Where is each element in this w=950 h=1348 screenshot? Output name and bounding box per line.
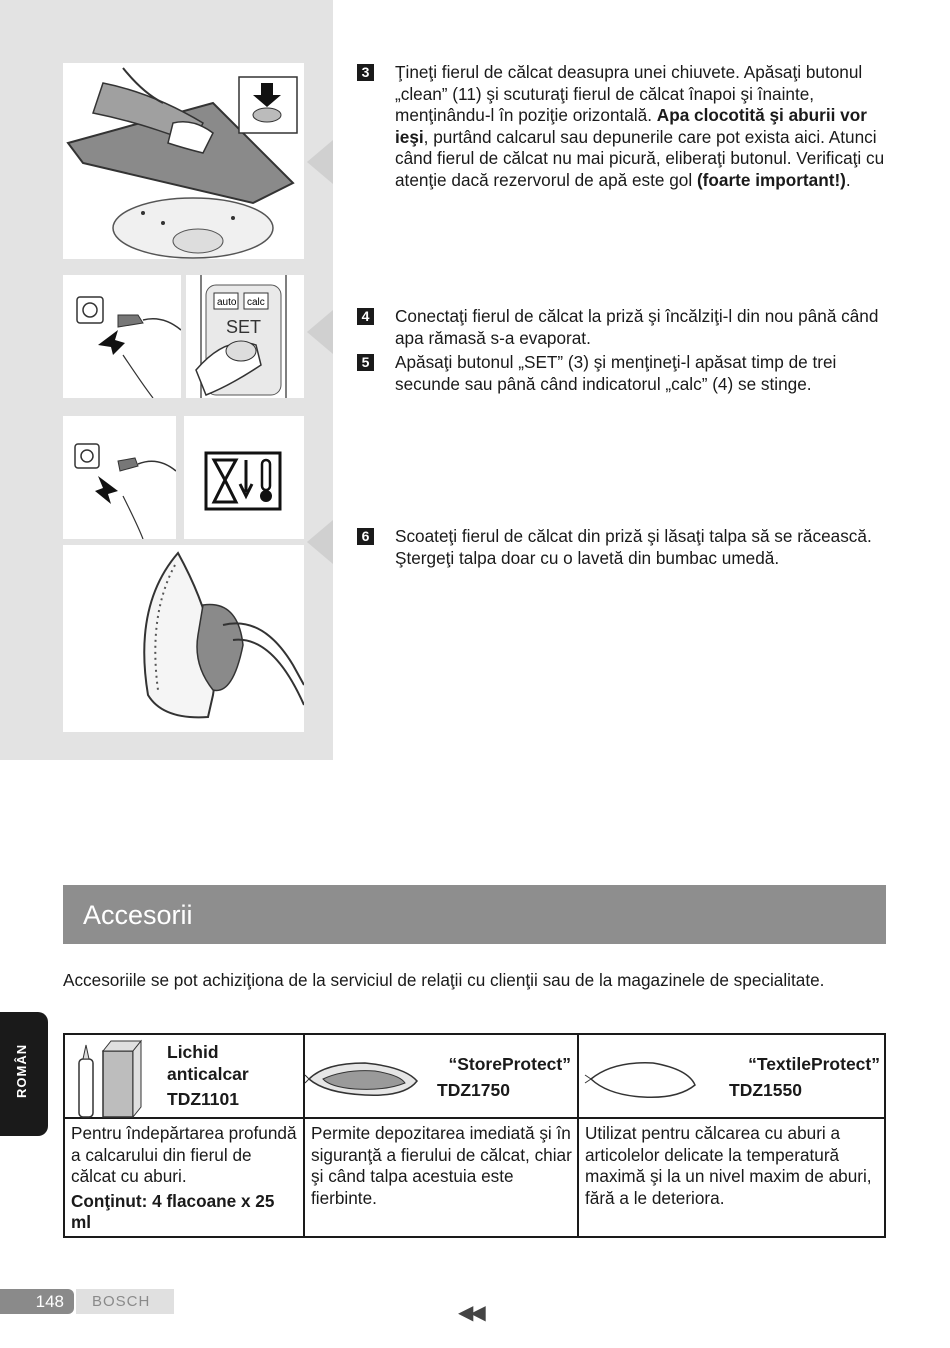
step-text-bold: (foarte important!) bbox=[696, 169, 846, 190]
accessory-desc-textileprotect: Utilizat pentru călcarea cu aburi a articolelor delicate la temperatură maximă şi la un nivel maxim de aburi, fără a le deteriora. bbox=[585, 1123, 872, 1208]
brand-label: BOSCH bbox=[76, 1289, 174, 1314]
step-text: Conectaţi fierul de călcat la priză şi încălziţi-l din nou până când apa rămasă s-a evaporat. bbox=[395, 306, 879, 348]
accessory-code: TDZ1101 bbox=[167, 1089, 239, 1109]
anticalc-bottle-icon bbox=[75, 1039, 165, 1121]
step-6 bbox=[357, 526, 887, 569]
step-4 bbox=[357, 306, 887, 349]
step-text: Apăsaţi butonul „SET” (3) şi menţineţi-l apăsat timp de trei secunde sau până când indicatorul „calc” (4) se stinge. bbox=[395, 352, 837, 394]
accessory-name-line1: Lichid bbox=[167, 1042, 219, 1062]
back-nav-icon[interactable]: ◀◀ bbox=[458, 1302, 483, 1324]
pointer-arrow bbox=[307, 310, 333, 354]
step-text-part: Ţineţi fierul de călcat deasupra unei chiuvete. Apăsaţi butonul „clean” (11) şi scuturaţi fierul de călcat înapoi şi înainte, menţinându-l în poziţie orizontală. bbox=[395, 62, 863, 125]
accessory-name: “StoreProtect” bbox=[448, 1054, 571, 1074]
step-number: 3 bbox=[357, 64, 374, 81]
illustration-cool-down bbox=[184, 416, 304, 539]
step-3 bbox=[357, 62, 887, 191]
auto-label: auto bbox=[217, 297, 237, 308]
language-label: ROMÂN bbox=[14, 1043, 29, 1098]
accessory-header-anticalc bbox=[65, 1035, 303, 1117]
step-number: 5 bbox=[357, 354, 374, 371]
accessory-header-storeprotect bbox=[305, 1035, 577, 1117]
step-text-part: , purtând calcarul sau depunerile care pot exista aici. Atunci când fierul de călcat nu mai picură, eliberaţi butonul. Verificaţi cu atenţie dacă rezervorul de apă este gol bbox=[395, 126, 885, 190]
accessory-desc-storeprotect: Permite depozitarea imediată şi în siguranţă a fierului de călcat, chiar şi când talpa acestuia este fierbinte. bbox=[311, 1123, 572, 1208]
textileprotect-icon bbox=[583, 1055, 703, 1105]
illustration-wipe-soleplate bbox=[63, 545, 304, 732]
accessory-name: “TextileProtect” bbox=[748, 1054, 880, 1074]
illustration-plug-in bbox=[63, 275, 181, 398]
table-divider bbox=[65, 1117, 884, 1119]
step-text-part: . bbox=[845, 169, 851, 190]
pointer-arrow bbox=[307, 520, 333, 564]
set-label: SET bbox=[226, 317, 262, 337]
step-5 bbox=[357, 352, 887, 395]
calc-label: calc bbox=[247, 297, 265, 308]
pointer-arrow bbox=[307, 140, 333, 184]
accessory-desc: Pentru îndepărtarea profundă a calcarului din fierul de călcat cu aburi. bbox=[71, 1123, 297, 1186]
illustration-set-button bbox=[186, 275, 304, 398]
accessory-code: TDZ1550 bbox=[729, 1080, 802, 1100]
accessories-table bbox=[63, 1033, 886, 1238]
section-title: Accesorii bbox=[83, 900, 193, 930]
accessory-contents: Conţinut: 4 flacoane x 25 ml bbox=[71, 1190, 275, 1232]
storeprotect-icon bbox=[305, 1053, 425, 1103]
page-number: 148 bbox=[0, 1289, 74, 1314]
accessory-header-textileprotect bbox=[579, 1035, 886, 1117]
step-text-bold: Apa clocotită şi aburii vor ieşi bbox=[395, 105, 867, 147]
step-number: 6 bbox=[357, 528, 374, 545]
illustration-iron-over-sink bbox=[63, 63, 304, 259]
step-text: Scoateţi fierul de călcat din priză şi lăsaţi talpa să se răcească. Ştergeţi talpa doar cu o lavetă din bumbac umedă. bbox=[395, 526, 872, 568]
accessory-name-line2: anticalcar bbox=[167, 1064, 249, 1084]
accessory-desc-anticalc bbox=[71, 1123, 299, 1234]
language-tab bbox=[0, 1012, 48, 1136]
step-number: 4 bbox=[357, 308, 374, 325]
illustration-unplug bbox=[63, 416, 176, 539]
accessory-code: TDZ1750 bbox=[437, 1080, 510, 1100]
intro-text: Accesoriile se pot achiziţiona de la serviciul de relaţii cu clienţii sau de la magazinele de specialitate. bbox=[63, 970, 825, 990]
step-text bbox=[395, 62, 887, 191]
section-banner bbox=[63, 885, 886, 944]
